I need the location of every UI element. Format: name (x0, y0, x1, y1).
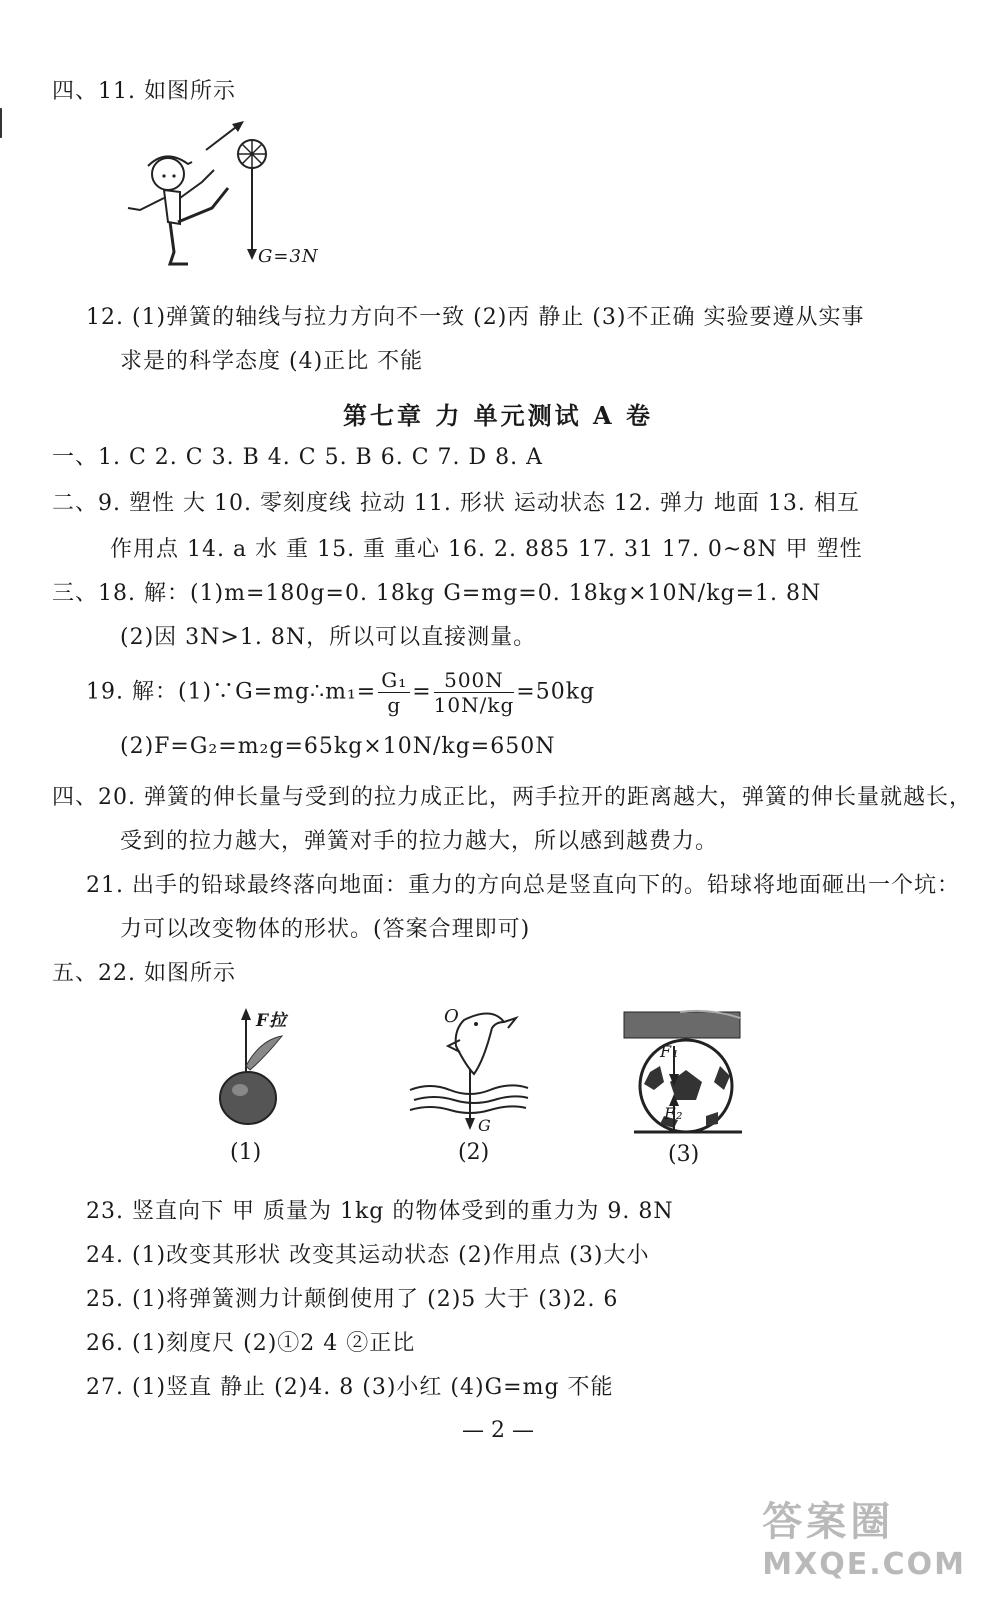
q19-fraction-1 (378, 668, 410, 717)
watermark-bottom: MXQE.COM (762, 1547, 966, 1582)
q18-part1: 三、18. 解：(1)m=180g=0. 18kg G=mg=0. 18kg×10N/kg=1. 8N (52, 581, 822, 606)
section-4-q20-line1: 四、20. 弹簧的伸长量与受到的拉力成正比，两手拉开的距离越大，弹簧的伸长量就越长， (52, 785, 972, 810)
chapter-title: 第七章 力 单元测试 A 卷 (342, 401, 654, 430)
section-2-line2: 作用点 14. a 水 重 15. 重 重心 16. 2. 885 17. 31 17. 0~8N 甲 塑性 (110, 537, 863, 562)
caption-2: (2) (458, 1140, 490, 1165)
q19-part1: 19. 解：(1)∵G=mg∴m₁= $\frac{\text{G₁}}{g}$ = $\frac{500N}{10N/kg}$ =50kg (86, 668, 596, 717)
q12-line1: 12. (1)弹簧的轴线与拉力方向不一致 (2)丙 静止 (3)不正确 实验要遵从实事 (86, 305, 865, 330)
page-edge-mark (0, 108, 6, 138)
q26-answer: 26. (1)刻度尺 (2)①2 4 ②正比 (86, 1331, 416, 1356)
q12-line2: 求是的科学态度 (4)正比 不能 (120, 349, 424, 374)
dolphin-gravity-label: G (478, 1116, 492, 1135)
q19-fraction-1-denominator: g (387, 693, 402, 717)
q19-fraction-2-numerator: 500N (434, 668, 515, 693)
force-f1-label: F₁ (660, 1042, 680, 1061)
section-1-answers: 一、1. C 2. C 3. B 4. C 5. B 6. C 7. D 8. A (52, 445, 544, 470)
q19-result: =50kg (516, 679, 596, 705)
q21-line1: 21. 出手的铅球最终落向地面：重力的方向总是竖直向下的。铅球将地面砸出一个坑： (86, 873, 960, 898)
dolphin-figure (400, 1000, 530, 1130)
q19-fraction-2-denominator: 10N/kg (433, 693, 515, 717)
q18-part2: (2)因 3N>1. 8N，所以可以直接测量。 (120, 625, 537, 650)
q19-fraction-2 (434, 668, 515, 717)
q21-line2: 力可以改变物体的形状。(答案合理即可) (120, 917, 531, 942)
q27-answer: 27. (1)竖直 静止 (2)4. 8 (3)小红 (4)G=mg 不能 (86, 1375, 614, 1400)
q24-answer: 24. (1)改变其形状 改变其运动状态 (2)作用点 (3)大小 (86, 1243, 650, 1268)
watermark-logo (762, 1490, 966, 1582)
q25-answer: 25. (1)将弹簧测力计颠倒使用了 (2)5 大于 (3)2. 6 (86, 1287, 619, 1312)
q19-fraction-1-numerator: G₁ (378, 668, 410, 693)
force-f2-label: F₂ (664, 1104, 684, 1123)
gravity-label: G=3N (258, 246, 319, 267)
section-2-line1: 二、9. 塑性 大 10. 零刻度线 拉动 11. 形状 运动状态 12. 弹力 地面 13. 相互 (52, 491, 860, 516)
caption-3: (3) (668, 1142, 700, 1167)
q23-answer: 23. 竖直向下 甲 质量为 1kg 的物体受到的重力为 9. 8N (86, 1199, 674, 1224)
q19-part2: (2)F=G₂=m₂g=65kg×10N/kg=650N (120, 734, 556, 759)
pivot-o-label: O (444, 1006, 460, 1027)
watermark-top: 答案圈 (762, 1499, 895, 1545)
q19-prefix: 19. 解：(1)∵G=mg∴m₁= (86, 679, 377, 705)
page-number: — 2 — (462, 1418, 534, 1443)
section-4-q20-line2: 受到的拉力越大，弹簧对手的拉力越大，所以感到越费力。 (120, 829, 719, 854)
soccer-ball-figure (620, 1008, 750, 1138)
section-4-q11: 四、11. 如图所示 (52, 79, 236, 104)
section-5-q22: 五、22. 如图所示 (52, 961, 236, 986)
pull-force-label: F拉 (256, 1011, 288, 1031)
caption-1: (1) (230, 1140, 262, 1165)
